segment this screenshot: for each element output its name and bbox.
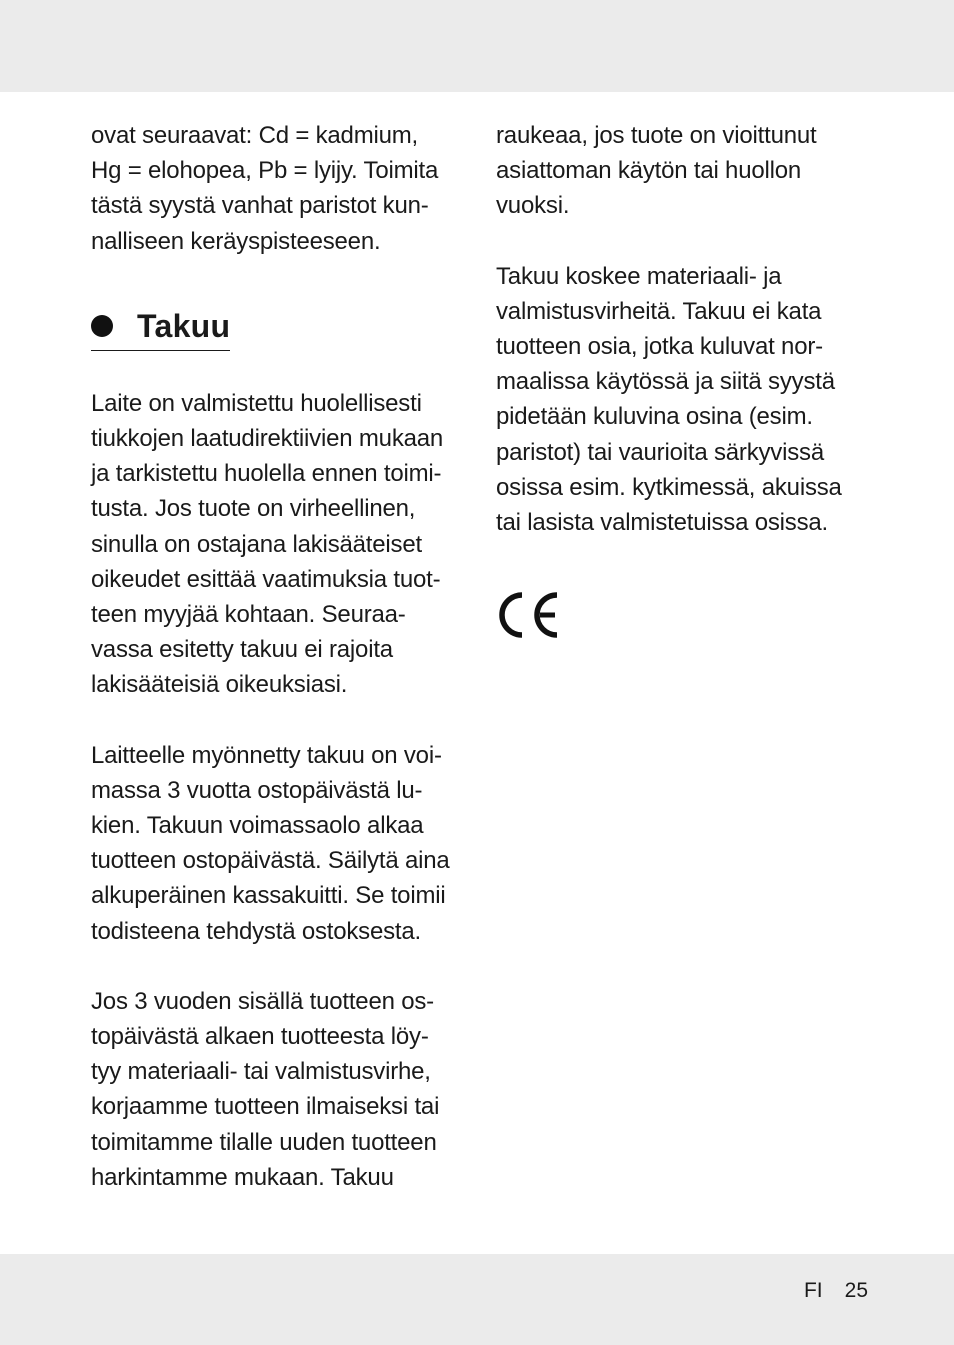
heading-title: Takuu	[137, 307, 231, 344]
language-code: FI	[803, 1279, 823, 1302]
paragraph-battery-disposal: ovat seuraavat: Cd = kadmium, Hg = elohopea, Pb = lyijy. Toimita tästä syystä vanhat paristot kun- nalliseen keräyspisteeseen.	[91, 122, 439, 255]
paragraph-warranty-repair: Jos 3 vuoden sisällä tuotteen os- topäivästä alkaen tuotteesta löy- tyy materiaali- tai valmistusvirhe, korjaamme tuotteen ilmaiseksi tai toimitamme tilalle uuden tuotteen harkintamme mukaan. Takuu	[91, 987, 440, 1191]
ce-mark-icon	[496, 590, 566, 640]
paragraph-warranty-intro: Laite on valmistettu huolellisesti tiukkojen laatudirektiivien mukaan ja tarkistettu huolella ennen toimi- tusta. Jos tuote on virheellinen, sinulla on ostajana lakisääteiset oikeudet esittää vaatimuksia tuot- teen myyjää kohtaan. Seuraa- vassa esitetty takuu ei rajoita lakisääteisiä oikeuksiasi.	[91, 389, 444, 699]
right-column	[496, 118, 876, 645]
left-column	[91, 118, 463, 1230]
heading-underline	[91, 306, 230, 351]
header-band	[0, 0, 954, 92]
paragraph-warranty-void: raukeaa, jos tuote on vioittunut asiattoman käytön tai huollon vuoksi.	[496, 122, 817, 220]
section-heading	[91, 306, 463, 351]
bullet-icon	[91, 315, 113, 337]
paragraph-warranty-scope: Takuu koskee materiaali- ja valmistusvirheitä. Takuu ei kata tuotteen osia, jotka kuluvat nor- maalissa käytössä ja siitä syystä pidetään kuluvina osina (esim. paristot) tai vaurioita särkyvissä osissa esim. kytkimessä, akuissa tai lasista valmistetuissa osissa.	[496, 262, 842, 537]
paragraph-warranty-period: Laitteelle myönnetty takuu on voi- massa 3 vuotta ostopäivästä lu- kien. Takuun voimassaolo alkaa tuotteen ostopäivästä. Säilytä aina alkuperäinen kassakuitti. Se toimii todisteena tehdystä ostoksesta.	[91, 741, 450, 945]
page-number: 25	[844, 1279, 868, 1302]
page-footer	[804, 1278, 868, 1304]
